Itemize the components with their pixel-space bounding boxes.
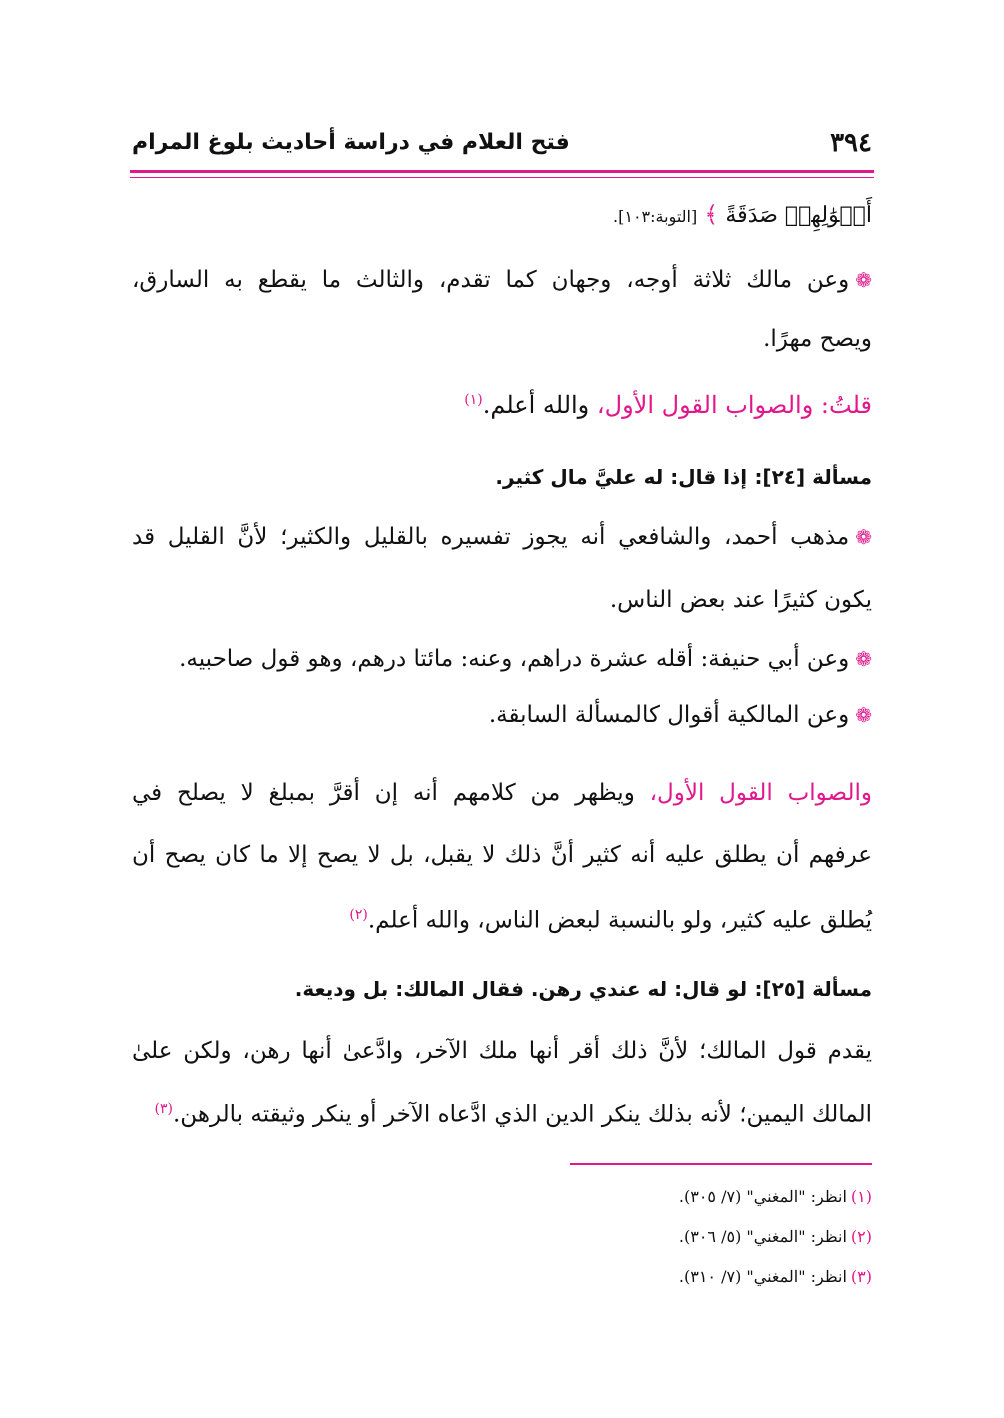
page-number: ٣٩٤ xyxy=(830,128,872,158)
conclusion-line xyxy=(464,385,872,420)
paragraph-line xyxy=(610,585,872,615)
footnote-text: انظر: "المغني" (٧/ ٣٠٥). xyxy=(678,1187,847,1206)
flower-bullet-icon: ❁ xyxy=(855,525,872,549)
paragraph-line xyxy=(489,700,872,730)
line-text: يكون كثيرًا عند بعض الناس. xyxy=(609,587,872,613)
conclusion-lead: قلتُ: xyxy=(820,391,872,419)
verse-line xyxy=(613,200,872,232)
line-text: وعن المالكية أقوال كالمسألة السابقة. xyxy=(488,702,850,728)
line-text: يُطلق عليه كثير، ولو بالنسبة لبعض الناس، والله أعلم. xyxy=(367,907,872,934)
footnote xyxy=(679,1186,872,1208)
line-text: المالك اليمين؛ لأنه بذلك ينكر الدين الذي ادَّعاه الآخر أو ينكر وثيقته بالرهن. xyxy=(173,1101,872,1128)
paragraph-line xyxy=(349,900,872,936)
masala-label: مسألة [٢٤]: xyxy=(754,465,872,489)
masala-label: مسألة [٢٥]: xyxy=(754,977,872,1001)
paragraph-line xyxy=(132,522,872,552)
highlight-text: والصواب القول الأول، xyxy=(649,780,872,806)
book-title: فتح العلام في دراسة أحاديث بلوغ المرام xyxy=(132,130,570,155)
quran-verse: أَمۡوَٰلِهِمۡ صَدَقَةً xyxy=(725,203,872,228)
line-text: وعن أبي حنيفة: أقله عشرة دراهم، وعنه: مائتا درهم، وهو قول صاحبيه. xyxy=(179,646,850,672)
verse-brace: ﴾ xyxy=(704,202,719,228)
line-text: ويصح مهرًا. xyxy=(763,326,872,352)
header-rule-thin xyxy=(130,177,874,178)
footnote-text: انظر: "المغني" (٥/ ٣٠٦). xyxy=(678,1227,847,1246)
conclusion-highlight: والصواب القول الأول، xyxy=(596,391,821,419)
footnote-number: (٣) xyxy=(850,1267,872,1286)
flower-bullet-icon: ❁ xyxy=(855,268,872,292)
line-text: ويظهر من كلامهم أنه إن أقرَّ بمبلغ لا يصلح في xyxy=(132,780,650,806)
masala-heading xyxy=(495,462,872,492)
footnote xyxy=(679,1226,872,1248)
paragraph-line xyxy=(132,265,872,295)
paragraph-line xyxy=(132,1036,872,1066)
paragraph-line xyxy=(132,840,872,870)
line-text: وعن مالك ثلاثة أوجه، وجهان كما تقدم، والثالث ما يقطع به السارق، xyxy=(132,267,850,293)
paragraph-line xyxy=(155,1094,872,1130)
line-text: مذهب أحمد، والشافعي أنه يجوز تفسيره بالقليل والكثير؛ لأنَّ القليل قد xyxy=(132,524,850,550)
footnote-text: انظر: "المغني" (٧/ ٣١٠). xyxy=(678,1267,847,1286)
paragraph-line xyxy=(179,644,872,674)
conclusion-rest: والله أعلم. xyxy=(482,391,597,419)
footnote-ref[interactable]: (٢) xyxy=(349,907,368,923)
page-header xyxy=(132,128,872,164)
masala-title: إذا قال: له عليَّ مال كثير. xyxy=(495,465,748,489)
footnote-number: (٢) xyxy=(850,1227,872,1246)
flower-bullet-icon: ❁ xyxy=(855,703,872,727)
paragraph-line xyxy=(132,778,872,808)
header-rule-thick xyxy=(130,170,874,173)
footnote-number: (١) xyxy=(850,1187,872,1206)
verse-citation: [التوبة:١٠٣]. xyxy=(613,207,698,226)
masala-title: لو قال: له عندي رهن. فقال المالك: بل وديعة. xyxy=(294,977,748,1001)
footnote xyxy=(679,1266,872,1288)
footnote-ref[interactable]: (٣) xyxy=(154,1101,173,1117)
line-text: يقدم قول المالك؛ لأنَّ ذلك أقر أنها ملك الآخر، وادَّعىٰ أنها رهن، ولكن علىٰ xyxy=(132,1038,872,1064)
paragraph-line xyxy=(763,324,872,354)
footnote-separator xyxy=(570,1163,872,1165)
flower-bullet-icon: ❁ xyxy=(855,647,872,671)
footnote-ref[interactable]: (١) xyxy=(464,392,483,408)
masala-heading xyxy=(295,974,872,1004)
line-text: عرفهم أن يطلق عليه أنه كثير أنَّ ذلك لا يقبل، بل لا يصح إلا ما كان يصح أن xyxy=(132,842,872,868)
